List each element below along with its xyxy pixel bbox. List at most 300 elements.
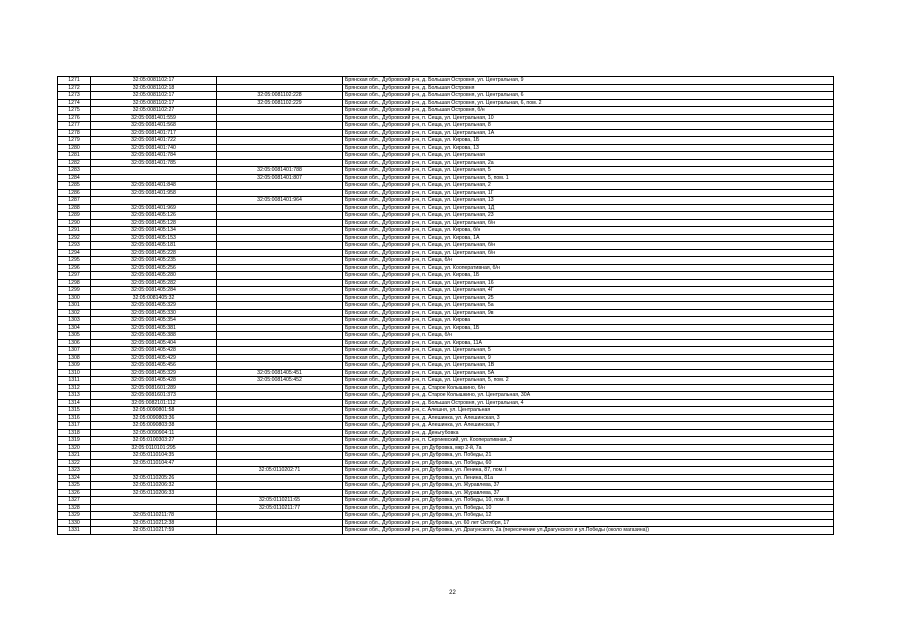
sub-object-cell — [217, 422, 343, 430]
table-row — [58, 474, 834, 482]
cadastral-number-cell: 32:05:0090803:36 — [91, 414, 217, 422]
cadastral-number-cell: 32:05:0081405:354 — [91, 317, 217, 325]
cadastral-number-cell: 32:05:0090801:58 — [91, 407, 217, 415]
row-number-cell: 1291 — [58, 227, 91, 235]
address-cell: Брянская обл., Дубровский р-н, с. Алешня, ул. Центральная — [343, 407, 834, 415]
sub-object-cell: 32:05:0081401:807 — [217, 174, 343, 182]
cadastral-number-cell: 32:05:0081405:282 — [91, 279, 217, 287]
cadastral-number-cell: 32:05:0081405:428 — [91, 347, 217, 355]
cadastral-number-cell — [91, 167, 217, 175]
sub-object-cell — [217, 452, 343, 460]
row-number-cell: 1331 — [58, 527, 91, 535]
row-number-cell: 1308 — [58, 354, 91, 362]
address-cell: Брянская обл., Дубровский р-н, п. Сеща, ул. Центральная, 23 — [343, 212, 834, 220]
address-cell: Брянская обл., Дубровский р-н, п. Сеща, ул. Кооперативная, б/н — [343, 264, 834, 272]
cadastral-number-cell: 32:05:0081102:17 — [91, 99, 217, 107]
sub-object-cell — [217, 309, 343, 317]
cadastral-number-cell: 32:05:0081102:27 — [91, 107, 217, 115]
table-row — [58, 122, 834, 130]
row-number-cell: 1281 — [58, 152, 91, 160]
address-cell: Брянская обл., Дубровский р-н, д. Большая Островня, ул. Центральная, 6 — [343, 92, 834, 100]
sub-object-cell — [217, 294, 343, 302]
table-row — [58, 354, 834, 362]
row-number-cell: 1272 — [58, 84, 91, 92]
cadastral-number-cell: 32:05:0110104:35 — [91, 452, 217, 460]
cadastral-number-cell — [91, 504, 217, 512]
table-row — [58, 234, 834, 242]
address-cell: Брянская обл., Дубровский р-н, п. Сеща, ул. Центральная, 16 — [343, 279, 834, 287]
row-number-cell: 1324 — [58, 474, 91, 482]
address-cell: Брянская обл., Дубровский р-н, п. Сеща, ул. Центральная, 2а — [343, 159, 834, 167]
address-cell: Брянская обл., Дубровский р-н, п. Сеща, ул. Кирова, 1Б — [343, 324, 834, 332]
table-row — [58, 332, 834, 340]
table-row — [58, 399, 834, 407]
sub-object-cell — [217, 519, 343, 527]
cadastral-number-cell: 32:05:0081405:388 — [91, 332, 217, 340]
sub-object-cell — [217, 264, 343, 272]
table-row — [58, 272, 834, 280]
row-number-cell: 1328 — [58, 504, 91, 512]
row-number-cell: 1304 — [58, 324, 91, 332]
address-cell: Брянская обл., Дубровский р-н, п. Сеща, ул. Центральная, 5, пом. 1 — [343, 174, 834, 182]
table-row — [58, 384, 834, 392]
sub-object-cell — [217, 527, 343, 535]
table-row — [58, 287, 834, 295]
address-cell: Брянская обл., Дубровский р-н, рп Дубровка, ул. Победы, 21 — [343, 452, 834, 460]
sub-object-cell — [217, 399, 343, 407]
table-row — [58, 392, 834, 400]
address-cell: Брянская обл., Дубровский р-н, рп Дубровка, ул. 60 лет Октября, 17 — [343, 519, 834, 527]
sub-object-cell — [217, 437, 343, 445]
cadastral-number-cell: 32:05:0081405:428 — [91, 377, 217, 385]
address-cell: Брянская обл., Дубровский р-н, п. Сеща, ул. Центральная, 9 — [343, 354, 834, 362]
sub-object-cell — [217, 324, 343, 332]
sub-object-cell — [217, 407, 343, 415]
row-number-cell: 1326 — [58, 489, 91, 497]
address-cell: Брянская обл., Дубровский р-н, п. Сеща, ул. Центральная, б/н — [343, 242, 834, 250]
table-row — [58, 519, 834, 527]
sub-object-cell — [217, 362, 343, 370]
sub-object-cell — [217, 234, 343, 242]
table-row — [58, 227, 834, 235]
table-row — [58, 137, 834, 145]
address-cell: Брянская обл., Дубровский р-н, д. Алешинка, ул. Алешинская, 3 — [343, 414, 834, 422]
cadastral-number-cell: 32:05:0081401:722 — [91, 137, 217, 145]
table-row — [58, 422, 834, 430]
cadastral-number-cell: 32:05:0081405:256 — [91, 264, 217, 272]
address-cell: Брянская обл., Дубровский р-н, п. Сеща, ул. Центральная, 5А — [343, 369, 834, 377]
cadastral-number-cell: 32:05:0081405:181 — [91, 242, 217, 250]
cadastral-number-cell: 32:05:0081102:17 — [91, 77, 217, 85]
sub-object-cell — [217, 474, 343, 482]
table-row — [58, 249, 834, 257]
address-cell: Брянская обл., Дубровский р-н, д. Большая Островня — [343, 84, 834, 92]
address-cell: Брянская обл., Дубровский р-н, д. Большая Островня, ул. Центральная, 9 — [343, 77, 834, 85]
address-cell: Брянская обл., Дубровский р-н, рп Дубровка, ул. Драгунского, 2а (пересечение ул.Драгунского и ул.Победы (около магазина)) — [343, 527, 834, 535]
address-cell: Брянская обл., Дубровский р-н, рп Дубровка, ул. Журавлева, 37 — [343, 482, 834, 490]
table-row — [58, 152, 834, 160]
cadastral-number-cell: 32:05:0081601:289 — [91, 384, 217, 392]
row-number-cell: 1298 — [58, 279, 91, 287]
address-cell: Брянская обл., Дубровский р-н, п. Сеща, ул. Кирова, 1А — [343, 234, 834, 242]
sub-object-cell — [217, 302, 343, 310]
address-cell: Брянская обл., Дубровский р-н, п. Сеща, ул. Центральная, 13 — [343, 197, 834, 205]
table-row — [58, 174, 834, 182]
address-cell: Брянская обл., Дубровский р-н, д. Деньгубовка — [343, 429, 834, 437]
cadastral-number-cell: 32:05:0081102:17 — [91, 92, 217, 100]
cadastral-number-cell: 32:05:0081405:153 — [91, 234, 217, 242]
cadastral-number-cell: 32:05:0081401:969 — [91, 204, 217, 212]
address-cell: Брянская обл., Дубровский р-н, рп Дубровка, ул. Победы, 10 — [343, 504, 834, 512]
sub-object-cell — [217, 339, 343, 347]
table-row — [58, 257, 834, 265]
row-number-cell: 1311 — [58, 377, 91, 385]
cadastral-number-cell: 32:05:0081405:235 — [91, 257, 217, 265]
cadastral-number-cell: 32:05:0110217:59 — [91, 527, 217, 535]
address-cell: Брянская обл., Дубровский р-н, п. Сеща, ул. Центральная, 8 — [343, 122, 834, 130]
table-row — [58, 167, 834, 175]
row-number-cell: 1271 — [58, 77, 91, 85]
cadastral-number-cell — [91, 497, 217, 505]
cadastral-number-cell: 32:05:0082101:112 — [91, 399, 217, 407]
address-cell: Брянская обл., Дубровский р-н, рп Дубровка, ул. Победы, 10, пом. II — [343, 497, 834, 505]
row-number-cell: 1292 — [58, 234, 91, 242]
cadastral-number-cell: 32:05:0081405:284 — [91, 287, 217, 295]
table-row — [58, 279, 834, 287]
table-row — [58, 129, 834, 137]
cadastral-number-cell: 32:05:0110206:32 — [91, 482, 217, 490]
row-number-cell: 1330 — [58, 519, 91, 527]
row-number-cell: 1280 — [58, 144, 91, 152]
sub-object-cell — [217, 242, 343, 250]
table-row — [58, 444, 834, 452]
row-number-cell: 1325 — [58, 482, 91, 490]
address-cell: Брянская обл., Дубровский р-н, п. Сеща, ул. Центральная, 5а — [343, 302, 834, 310]
row-number-cell: 1307 — [58, 347, 91, 355]
table-row — [58, 482, 834, 490]
address-cell: Брянская обл., Дубровский р-н, п. Сеща, ул. Кирова, б/н — [343, 227, 834, 235]
cadastral-number-cell — [91, 174, 217, 182]
table-row — [58, 294, 834, 302]
row-number-cell: 1290 — [58, 219, 91, 227]
sub-object-cell: 32:05:0110202:71 — [217, 467, 343, 475]
cadastral-number-cell: 32:05:0081405:228 — [91, 249, 217, 257]
sub-object-cell — [217, 77, 343, 85]
sub-object-cell — [217, 227, 343, 235]
table-row — [58, 527, 834, 535]
row-number-cell: 1282 — [58, 159, 91, 167]
cadastral-number-cell: 32:05:0081405:381 — [91, 324, 217, 332]
row-number-cell: 1295 — [58, 257, 91, 265]
table-row — [58, 497, 834, 505]
sub-object-cell — [217, 84, 343, 92]
row-number-cell: 1283 — [58, 167, 91, 175]
row-number-cell: 1312 — [58, 384, 91, 392]
row-number-cell: 1310 — [58, 369, 91, 377]
cadastral-number-cell: 32:05:0081405:329 — [91, 369, 217, 377]
address-cell: Брянская обл., Дубровский р-н, рп Дубровка, ул. Победы, 12 — [343, 512, 834, 520]
sub-object-cell — [217, 392, 343, 400]
cadastral-number-cell — [91, 197, 217, 205]
sub-object-cell: 32:05:0110211:77 — [217, 504, 343, 512]
address-cell: Брянская обл., Дубровский р-н, п. Сеща, ул. Центральная, 5 — [343, 167, 834, 175]
row-number-cell: 1309 — [58, 362, 91, 370]
sub-object-cell — [217, 107, 343, 115]
table-row — [58, 347, 834, 355]
address-cell: Брянская обл., Дубровский р-н, п. Сеща, ул. Кирова, 1Б — [343, 272, 834, 280]
table-row — [58, 437, 834, 445]
address-cell: Брянская обл., Дубровский р-н, д. Большая Островня, ул. Центральная, 6, пом. 2 — [343, 99, 834, 107]
row-number-cell: 1279 — [58, 137, 91, 145]
address-cell: Брянская обл., Дубровский р-н, п. Сеща, ул. Центральная, 10 — [343, 114, 834, 122]
address-cell: Брянская обл., Дубровский р-н, п. Сеща, ул. Центральная, б/н — [343, 219, 834, 227]
cadastral-number-cell: 32:05:0081401:785 — [91, 159, 217, 167]
row-number-cell: 1303 — [58, 317, 91, 325]
sub-object-cell — [217, 414, 343, 422]
table-row — [58, 189, 834, 197]
table-row — [58, 309, 834, 317]
table-row — [58, 302, 834, 310]
row-number-cell: 1317 — [58, 422, 91, 430]
table-row — [58, 197, 834, 205]
sub-object-cell — [217, 212, 343, 220]
address-cell: Брянская обл., Дубровский р-н, п. Сеща, ул. Центральная, 1А — [343, 129, 834, 137]
table-row — [58, 114, 834, 122]
table-row — [58, 92, 834, 100]
property-registry-table — [57, 76, 834, 535]
address-cell: Брянская обл., Дубровский р-н, п. Сеща, ул. Кирова, 13 — [343, 144, 834, 152]
table-row — [58, 212, 834, 220]
cadastral-number-cell: 32:05:0081405:429 — [91, 354, 217, 362]
table-row — [58, 414, 834, 422]
table-row — [58, 339, 834, 347]
sub-object-cell — [217, 204, 343, 212]
sub-object-cell: 32:05:0081102:229 — [217, 99, 343, 107]
row-number-cell: 1305 — [58, 332, 91, 340]
row-number-cell: 1315 — [58, 407, 91, 415]
address-cell: Брянская обл., Дубровский р-н, п. Сеща, ул. Центральная, 9в — [343, 309, 834, 317]
cadastral-number-cell: 32:05:0081401:958 — [91, 189, 217, 197]
row-number-cell: 1297 — [58, 272, 91, 280]
cadastral-number-cell: 32:05:0081401:848 — [91, 182, 217, 190]
address-cell: Брянская обл., Дубровский р-н, п. Сеща, ул. Центральная, 1Г — [343, 189, 834, 197]
cadastral-number-cell: 32:05:0110101:295 — [91, 444, 217, 452]
sub-object-cell — [217, 159, 343, 167]
table-row — [58, 362, 834, 370]
row-number-cell: 1285 — [58, 182, 91, 190]
table-row — [58, 429, 834, 437]
row-number-cell: 1322 — [58, 459, 91, 467]
address-cell: Брянская обл., Дубровский р-н, п. Сеща, ул. Кирова, 11А — [343, 339, 834, 347]
address-cell: Брянская обл., Дубровский р-н, д. Большая Островня, ул. Центральная, 4 — [343, 399, 834, 407]
table-row — [58, 159, 834, 167]
cadastral-number-cell: 32:05:0081405:128 — [91, 219, 217, 227]
sub-object-cell — [217, 444, 343, 452]
sub-object-cell — [217, 287, 343, 295]
address-cell: Брянская обл., Дубровский р-н, п. Сеща, б/н — [343, 257, 834, 265]
sub-object-cell — [217, 189, 343, 197]
sub-object-cell: 32:05:0081401:964 — [217, 197, 343, 205]
sub-object-cell — [217, 459, 343, 467]
sub-object-cell — [217, 152, 343, 160]
row-number-cell: 1288 — [58, 204, 91, 212]
address-cell: Брянская обл., Дубровский р-н, п. Сеща, ул. Центральная, 5, пом. 2 — [343, 377, 834, 385]
sub-object-cell — [217, 182, 343, 190]
address-cell: Брянская обл., Дубровский р-н, д. Большая Островня, б/н — [343, 107, 834, 115]
sub-object-cell — [217, 257, 343, 265]
table-row — [58, 99, 834, 107]
table-row — [58, 182, 834, 190]
row-number-cell: 1284 — [58, 174, 91, 182]
address-cell: Брянская обл., Дубровский р-н, п. Сеща, ул. Кирова — [343, 317, 834, 325]
table-row — [58, 489, 834, 497]
row-number-cell: 1296 — [58, 264, 91, 272]
row-number-cell: 1314 — [58, 399, 91, 407]
address-cell: Брянская обл., Дубровский р-н, п. Сеща, ул. Центральная, 1В — [343, 362, 834, 370]
address-cell: Брянская обл., Дубровский р-н, рп Дубровка, ул. Ленина, 81а — [343, 474, 834, 482]
row-number-cell: 1293 — [58, 242, 91, 250]
address-cell: Брянская обл., Дубровский р-н, п. Сеща, ул. Центральная, 4Г — [343, 287, 834, 295]
address-cell: Брянская обл., Дубровский р-н, п. Сеща, ул. Центральная, 2 — [343, 182, 834, 190]
row-number-cell: 1277 — [58, 122, 91, 130]
row-number-cell: 1289 — [58, 212, 91, 220]
sub-object-cell: 32:05:0081405:452 — [217, 377, 343, 385]
table-row — [58, 204, 834, 212]
cadastral-number-cell: 32:05:0110104:47 — [91, 459, 217, 467]
cadastral-number-cell: 32:05:0081405:134 — [91, 227, 217, 235]
address-cell: Брянская обл., Дубровский р-н, п. Сеща, б/н — [343, 332, 834, 340]
sub-object-cell — [217, 332, 343, 340]
sub-object-cell — [217, 512, 343, 520]
cadastral-number-cell: 32:05:0081401:740 — [91, 144, 217, 152]
row-number-cell: 1323 — [58, 467, 91, 475]
row-number-cell: 1278 — [58, 129, 91, 137]
cadastral-number-cell: 32:05:0081405:280 — [91, 272, 217, 280]
table-row — [58, 504, 834, 512]
address-cell: Брянская обл., Дубровский р-н, рп Дубровка, ул. Ленина, 87, пом. I — [343, 467, 834, 475]
table-row — [58, 144, 834, 152]
sub-object-cell — [217, 129, 343, 137]
sub-object-cell — [217, 219, 343, 227]
cadastral-number-cell: 32:05:0081405:329 — [91, 302, 217, 310]
cadastral-number-cell: 32:05:0081401:559 — [91, 114, 217, 122]
row-number-cell: 1329 — [58, 512, 91, 520]
address-cell: Брянская обл., Дубровский р-н, д. Старое Колышкино, ул. Центральная, 30А — [343, 392, 834, 400]
cadastral-number-cell: 32:05:0081601:373 — [91, 392, 217, 400]
row-number-cell: 1318 — [58, 429, 91, 437]
sub-object-cell — [217, 489, 343, 497]
row-number-cell: 1319 — [58, 437, 91, 445]
cadastral-number-cell — [91, 467, 217, 475]
address-cell: Брянская обл., Дубровский р-н, п. Сеща, ул. Кирова, 1Б — [343, 137, 834, 145]
table-row — [58, 324, 834, 332]
table-row — [58, 107, 834, 115]
sub-object-cell: 32:05:0081405:451 — [217, 369, 343, 377]
sub-object-cell — [217, 114, 343, 122]
table-row — [58, 84, 834, 92]
sub-object-cell — [217, 272, 343, 280]
row-number-cell: 1286 — [58, 189, 91, 197]
row-number-cell: 1274 — [58, 99, 91, 107]
sub-object-cell: 32:05:0110211:65 — [217, 497, 343, 505]
cadastral-number-cell: 32:05:0081405:404 — [91, 339, 217, 347]
sub-object-cell — [217, 482, 343, 490]
row-number-cell: 1316 — [58, 414, 91, 422]
row-number-cell: 1301 — [58, 302, 91, 310]
table-body — [58, 77, 834, 535]
row-number-cell: 1275 — [58, 107, 91, 115]
table-row — [58, 242, 834, 250]
cadastral-number-cell: 32:05:0081102:18 — [91, 84, 217, 92]
sub-object-cell — [217, 429, 343, 437]
cadastral-number-cell: 32:05:0110206:33 — [91, 489, 217, 497]
address-cell: Брянская обл., Дубровский р-н, п. Сеща, ул. Центральная, 5 — [343, 347, 834, 355]
table-row — [58, 219, 834, 227]
cadastral-number-cell: 32:05:0081401:784 — [91, 152, 217, 160]
sub-object-cell: 32:05:0081102:228 — [217, 92, 343, 100]
address-cell: Брянская обл., Дубровский р-н, п. Сеща, ул. Центральная, б/н — [343, 249, 834, 257]
cadastral-number-cell: 32:05:0090904:11 — [91, 429, 217, 437]
page-number: 22 — [449, 590, 456, 596]
cadastral-number-cell: 32:05:0081405:126 — [91, 212, 217, 220]
address-cell: Брянская обл., Дубровский р-н, п. Сеща, ул. Центральная — [343, 152, 834, 160]
row-number-cell: 1302 — [58, 309, 91, 317]
cadastral-number-cell: 32:05:0090803:38 — [91, 422, 217, 430]
sub-object-cell — [217, 144, 343, 152]
address-cell: Брянская обл., Дубровский р-н, п. Сеща, ул. Центральная, 25 — [343, 294, 834, 302]
table-row — [58, 264, 834, 272]
row-number-cell: 1273 — [58, 92, 91, 100]
address-cell: Брянская обл., Дубровский р-н, рп Дубровка, ул. Журавлева, 37 — [343, 489, 834, 497]
address-cell: Брянская обл., Дубровский р-н, д. Алешинка, ул. Алешинская, 7 — [343, 422, 834, 430]
table-row — [58, 459, 834, 467]
cadastral-number-cell: 32:05:0110211:78 — [91, 512, 217, 520]
cadastral-number-cell: 32:05:0081405:330 — [91, 309, 217, 317]
table-row — [58, 467, 834, 475]
table-row — [58, 512, 834, 520]
cadastral-number-cell: 32:05:0100303:27 — [91, 437, 217, 445]
table-row — [58, 452, 834, 460]
row-number-cell: 1300 — [58, 294, 91, 302]
address-cell: Брянская обл., Дубровский р-н, рп Дубровка, мкр 2-й, 7а — [343, 444, 834, 452]
table-row — [58, 407, 834, 415]
cadastral-number-cell: 32:05:0110212:38 — [91, 519, 217, 527]
row-number-cell: 1313 — [58, 392, 91, 400]
row-number-cell: 1306 — [58, 339, 91, 347]
sub-object-cell — [217, 354, 343, 362]
cadastral-number-cell: 32:05:0081405:32 — [91, 294, 217, 302]
table-row — [58, 377, 834, 385]
sub-object-cell — [217, 279, 343, 287]
cadastral-number-cell: 32:05:0081401:568 — [91, 122, 217, 130]
sub-object-cell — [217, 137, 343, 145]
cadastral-number-cell: 32:05:0110205:26 — [91, 474, 217, 482]
row-number-cell: 1321 — [58, 452, 91, 460]
sub-object-cell — [217, 384, 343, 392]
table-row — [58, 317, 834, 325]
sub-object-cell: 32:05:0081401:788 — [217, 167, 343, 175]
sub-object-cell — [217, 122, 343, 130]
row-number-cell: 1320 — [58, 444, 91, 452]
sub-object-cell — [217, 347, 343, 355]
address-cell: Брянская обл., Дубровский р-н, п. Сергиевский, ул. Кооперативная, 2 — [343, 437, 834, 445]
cadastral-number-cell: 32:05:0081401:717 — [91, 129, 217, 137]
table-row — [58, 369, 834, 377]
cadastral-number-cell: 32:05:0081405:456 — [91, 362, 217, 370]
row-number-cell: 1294 — [58, 249, 91, 257]
address-cell: Брянская обл., Дубровский р-н, п. Сеща, ул. Центральная, 1Д — [343, 204, 834, 212]
row-number-cell: 1276 — [58, 114, 91, 122]
